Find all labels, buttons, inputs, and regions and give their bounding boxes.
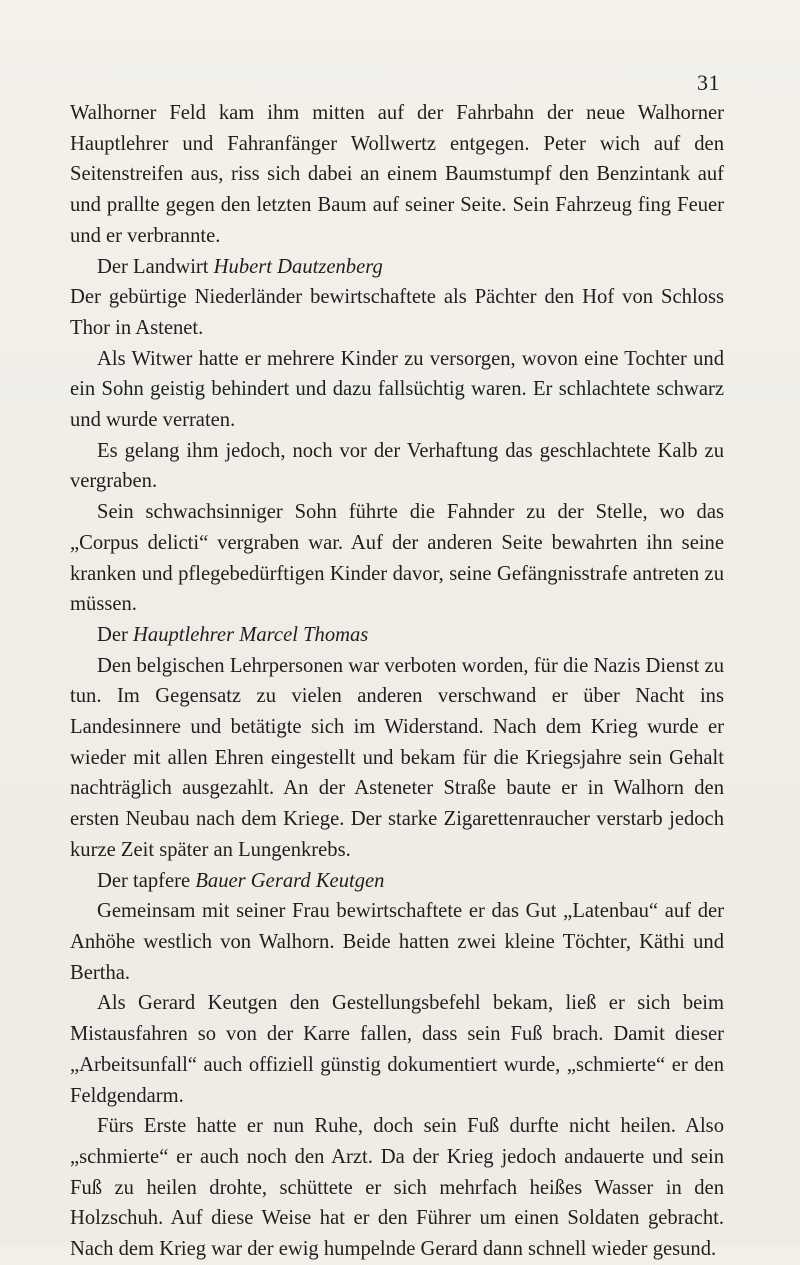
heading-dautzenberg [70, 252, 724, 283]
body-text [70, 98, 724, 1265]
heading-name: Bauer Gerard Keutgen [195, 869, 385, 892]
paragraph-witwer: Als Witwer hatte er mehrere Kinder zu versorgen, wovon eine Tochter und ein Sohn geistig behindert und dazu fallsüchtig waren. Er schlachtete schwarz und wurde verraten. [70, 347, 724, 432]
paragraph-holzschuh: Fürs Erste hatte er nun Ruhe, doch sein Fuß durfte nicht heilen. Also „schmierte“ er auch noch den Arzt. Da der Krieg jedoch andauerte und sein Fuß zu heilen drohte, schüttete er sich mehrfach heißes Wasser in den Holzschuh. Auf diese Weise hat er den Führer um einen Soldaten gebracht. Nach dem Krieg war der ewig humpelnde Gerard dann schnell wieder gesund. [70, 1115, 724, 1261]
paragraph-corpus-delicti: Sein schwachsinniger Sohn führte die Fahnder zu der Stelle, wo das „Corpus delicti“ vergraben war. Auf der anderen Seite bewahrten ihn seine kranken und pflegebedürftigen Kinder davor, seine Gefängnisstrafe antreten zu müssen. [70, 501, 724, 616]
paragraph-niederlaender: Der gebürtige Niederländer bewirtschaftete als Pächter den Hof von Schloss Thor in Astenet. [70, 286, 724, 339]
heading-name: Hauptlehrer Marcel Thomas [133, 623, 369, 646]
heading-prefix: Der [97, 623, 134, 646]
paragraph-kalb: Es gelang ihm jedoch, noch vor der Verhaftung das geschlachtete Kalb zu vergraben. [70, 439, 724, 493]
paragraph-fahrbahn: Walhorner Feld kam ihm mitten auf der Fahrbahn der neue Walhorner Hauptlehrer und Fahranfänger Wollwertz entgegen. Peter wich auf den Seitenstreifen aus, riss sich dabei an einem Baumstumpf den Benzintank auf und prallte gegen den letzten Baum auf seiner Seite. Sein Fahrzeug fing Feuer und er verbrannte. [70, 102, 724, 247]
paragraph-latenbau: Gemeinsam mit seiner Frau bewirtschaftete er das Gut „Latenbau“ auf der Anhöhe westlich von Walhorn. Beide hatten zwei kleine Töchter, Käthi und Bertha. [70, 900, 724, 984]
heading-prefix: Der Landwirt [97, 255, 214, 278]
heading-prefix: Der tapfere [97, 869, 196, 892]
heading-thomas [70, 620, 724, 651]
paragraph-lehrpersonen: Den belgischen Lehrpersonen war verboten worden, für die Nazis Dienst zu tun. Im Gegensatz zu vielen anderen verschwand er über Nacht ins Landesinnere und betätigte sich im Widerstand. Nach dem Krieg wurde er wieder mit allen Ehren eingestellt und bekam für die Kriegsjahre sein Gehalt nachträglich ausgezahlt. An der Asteneter Straße baute er in Walhorn den ersten Neubau nach dem Kriege. Der starke Zigarettenraucher verstarb jedoch kurze Zeit später an Lungenkrebs. [70, 654, 724, 861]
page-number: 31 [697, 70, 720, 95]
heading-keutgen [70, 866, 724, 897]
paragraph-gestellungsbefehl: Als Gerard Keutgen den Gestellungsbefehl bekam, ließ er sich beim Mistausfahren so von der Karre fallen, dass sein Fuß brach. Damit dieser „Arbeitsunfall“ auch offiziell günstig dokumentiert wurde, „schmierte“ er den Feldgendarm. [70, 992, 724, 1107]
heading-name: Hubert Dautzenberg [213, 255, 383, 278]
